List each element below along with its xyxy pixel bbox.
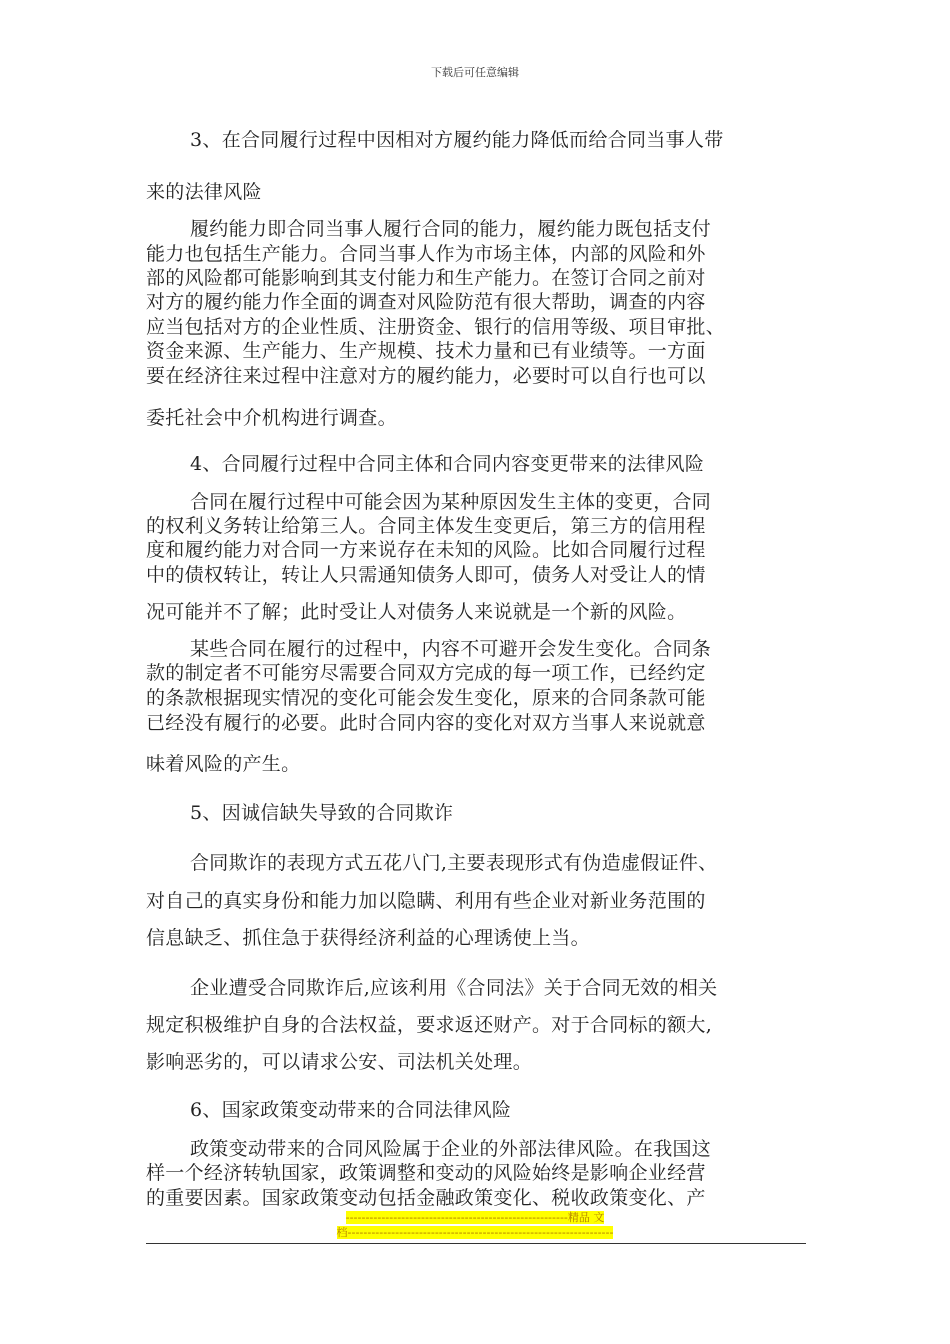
footer-divider — [146, 1243, 806, 1244]
footer-watermark-line1 — [0, 1211, 950, 1225]
paragraph-line: 的重要因素。国家政策变动包括金融政策变化、税收政策变化、产 — [146, 1187, 706, 1209]
footer-highlight: --------------------------------------------------------精品 文 — [345, 1211, 605, 1224]
paragraph-line: 样一个经济转轨国家，政策调整和变动的风险始终是影响企业经营 — [146, 1162, 706, 1184]
paragraph-line: 中的债权转让，转让人只需通知债务人即可，债务人对受让人的情 — [146, 564, 706, 586]
paragraph-line: 企业遭受合同欺诈后,应该利用《合同法》关于合同无效的相关 — [190, 977, 718, 999]
paragraph-line: 资金来源、生产能力、生产规模、技术力量和已有业绩等。一方面 — [146, 340, 706, 362]
heading-4: 4、合同履行过程中合同主体和合同内容变更带来的法律风险 — [190, 453, 705, 475]
paragraph-line: 履约能力即合同当事人履行合同的能力，履约能力既包括支付 — [190, 218, 712, 240]
paragraph-line: 某些合同在履行的过程中，内容不可避开会发生变化。合同条 — [190, 638, 712, 660]
paragraph-line: 影响恶劣的，可以请求公安、司法机关处理。 — [146, 1051, 533, 1073]
paragraph-line: 对自己的真实身份和能力加以隐瞒、利用有些企业对新业务范围的 — [146, 890, 706, 912]
paragraph-line: 已经没有履行的必要。此时合同内容的变化对双方当事人来说就意 — [146, 712, 706, 734]
heading-5: 5、因诚信缺失导致的合同欺诈 — [190, 802, 454, 824]
paragraph-line: 信息缺乏、抓住急于获得经济利益的心理诱使上当。 — [146, 927, 590, 949]
paragraph-line: 要在经济往来过程中注意对方的履约能力，必要时可以自行也可以 — [146, 365, 706, 387]
heading-3-line1: 3、在合同履行过程中因相对方履约能力降低而给合同当事人带 — [190, 129, 724, 151]
paragraph-line: 合同在履行过程中可能会因为某种原因发生主体的变更，合同 — [190, 491, 712, 513]
heading-3-line2: 来的法律风险 — [146, 181, 262, 203]
paragraph-line: 规定积极维护自身的合法权益，要求返还财产。对于合同标的额大, — [146, 1014, 713, 1036]
paragraph-line: 款的制定者不可能穷尽需要合同双方完成的每一项工作，已经约定 — [146, 662, 706, 684]
paragraph-line: 度和履约能力对合同一方来说存在未知的风险。比如合同履行过程 — [146, 539, 706, 561]
paragraph-line: 况可能并不了解；此时受让人对债务人来说就是一个新的风险。 — [146, 601, 687, 623]
footer-watermark-line2 — [0, 1226, 950, 1240]
footer-highlight: 档------------------------------------------------------------------- — [336, 1226, 614, 1239]
page-header: 下载后可任意编辑 — [431, 66, 519, 79]
heading-6: 6、国家政策变动带来的合同法律风险 — [190, 1099, 512, 1121]
paragraph-line: 能力也包括生产能力。合同当事人作为市场主体，内部的风险和外 — [146, 243, 706, 265]
paragraph-line: 委托社会中介机构进行调查。 — [146, 407, 397, 429]
paragraph-line: 部的风险都可能影响到其支付能力和生产能力。在签订合同之前对 — [146, 267, 706, 289]
paragraph-line: 味着风险的产生。 — [146, 753, 301, 775]
paragraph-line: 的权利义务转让给第三人。合同主体发生变更后，第三方的信用程 — [146, 515, 706, 537]
paragraph-line: 应当包括对方的企业性质、注册资金、银行的信用等级、项目审批、 — [146, 316, 726, 338]
paragraph-line: 对方的履约能力作全面的调查对风险防范有很大帮助，调查的内容 — [146, 291, 706, 313]
paragraph-line: 的条款根据现实情况的变化可能会发生变化，原来的合同条款可能 — [146, 687, 706, 709]
paragraph-line: 政策变动带来的合同风险属于企业的外部法律风险。在我国这 — [190, 1138, 712, 1160]
paragraph-line: 合同欺诈的表现方式五花八门,主要表现形式有伪造虚假证件、 — [190, 852, 718, 874]
